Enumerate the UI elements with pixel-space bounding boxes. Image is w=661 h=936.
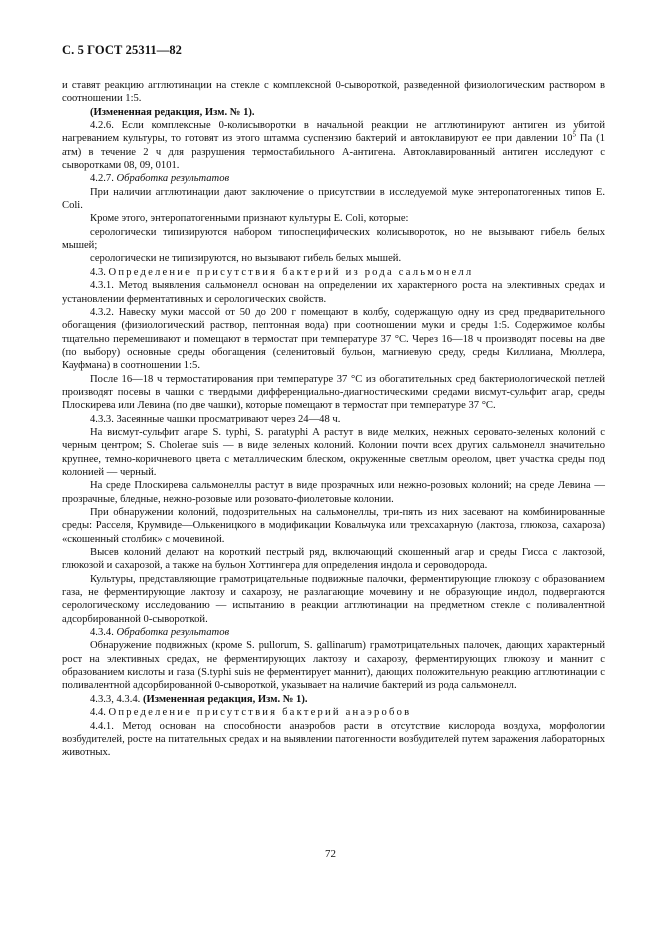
- paragraph: Обнаружение подвижных (кроме S. pullorum, S. gallinarum) грамотрицательных палочек, дающих характерный рост на элективных средах, не ферментирующих лактозу и сахарозу, ферментирующих глюкозу и маннит с образованием кислоты и газа (S.typhi suis не ферментирует маннит), дающих положительную реакцию агглютинации с поливалентной адсорбированной 0-сывороткой, указывает на наличие бактерий из рода сальмонелл.: [62, 640, 605, 692]
- paragraph: Высев колоний делают на короткий пестрый ряд, включающий скошенный агар и среды Гисса с лактозой, глюкозой и сахарозой, а также на бульон Хоттингера для определения индола и сероводорода.: [62, 547, 605, 572]
- section-number: 4.3.4.: [90, 627, 117, 639]
- section-number: 4.3.: [90, 266, 109, 278]
- paragraph-4-3-1: 4.3.1. Метод выявления сальмонелл основан на определении их характерного роста на элективных средах и установлении ферментативных и серологических свойств.: [62, 280, 605, 305]
- paragraph: и ставят реакцию агглютинации на стекле с комплексной 0-сывороткой, разведенной физиологическим раствором в соотношении 1:5.: [62, 80, 605, 105]
- section-number: 4.4.: [90, 707, 109, 719]
- paragraph-4-3-2: 4.3.2. Навеску муки массой от 50 до 200 г помещают в колбу, содержащую одну из сред предварительного обогащения (физиологический раствор, пептонная вода) при соотношении муки и среды 1:5. Содержимое колбы тщательно перемешивают и помещают в термостат при температуре 37 °С. Через 16—18 ч производят посевы на две (по выбору) основные среды обогащения (селенитовый бульон, магниевую среду, среды Киллиана, Мюллера, Кауфмана) в соотношении 1:5.: [62, 306, 605, 372]
- paragraph: На среде Плоскирева сальмонеллы растут в виде прозрачных или нежно-розовых колоний; на среде Левина — прозрачные, бледные, нежно-розовые или розовато-фиолетовые колонии.: [62, 480, 605, 505]
- paragraph: Кроме этого, энтеропатогенными признают культуры E. Coli, которые:: [90, 213, 409, 225]
- paragraph: При наличии агглютинации дают заключение о присутствии в исследуемой муке энтеропатогенных типов E. Coli.: [62, 186, 605, 212]
- paragraph: серологически типизируются набором типоспецифических колисывороток, но не вызывают гибель белых мышей;: [62, 226, 605, 252]
- paragraph: При обнаружении колоний, подозрительных на сальмонеллы, три-пять из них засевают на комбинированные среды: Расселя, Крумвиде—Олькеницкого в модификации Ковальчука или трехсахарную (лактоза, глюкоза, сахароза) «скошенный столбик» с мочевиной.: [62, 507, 605, 545]
- amendment-note: (Измененная редакция, Изм. № 1).: [90, 106, 255, 118]
- amendment-note: [62, 693, 605, 706]
- section-number: 4.2.7.: [90, 173, 117, 185]
- page-header: С. 5 ГОСТ 25311—82: [62, 43, 183, 57]
- paragraph-4-2-6: [62, 119, 605, 172]
- paragraph-text: 4.2.6. Если комплексные 0-колисыворотки в начальной реакции не агглютинируют антиген из убитой нагреванием культуры, то готовят из этого штамма суспензию бактерий и автоклавируют ее при давлении 10: [62, 120, 605, 145]
- section-4-3-heading: [62, 266, 605, 279]
- exponent: 5: [572, 130, 576, 139]
- document-body: [62, 79, 605, 760]
- page-number: 72: [325, 848, 336, 860]
- subsection-4-3-4: [62, 626, 605, 639]
- amendment-text: (Измененная редакция, Изм. № 1).: [142, 693, 308, 705]
- section-title: Обработка результатов: [116, 173, 230, 185]
- section-4-4-heading: [62, 706, 605, 719]
- subsection-4-2-7: [62, 172, 605, 185]
- section-title: Определение присутствия бактерий анаэробов: [108, 707, 412, 719]
- paragraph: После 16—18 ч термостатирования при температуре 37 °С из обогатительных сред бактериологической петлей производят посевы в чашки с твердыми дифференциально-диагностическими средами висмут-сульфит агар, среды Плоскирева или Левина (по две чашки), которые помещают в термостат при температуре 37 °С.: [62, 373, 605, 412]
- paragraph-4-3-3: 4.3.3. Засеянные чашки просматривают через 24—48 ч.: [90, 413, 341, 425]
- section-title: Обработка результатов: [116, 627, 230, 639]
- paragraph: Культуры, представляющие грамотрицательные подвижные палочки, ферментирующие глюкозу с образованием газа, не ферментирующие лактозу и сахарозу, не разлагающие мочевину и не образующие индол, подвергаются серологическому исследованию — испытанию в реакции агглютинации на предметном стекле с поливалентной адсорбированной 0-сывороткой.: [62, 573, 605, 625]
- paragraph-4-4-1: 4.4.1. Метод основан на способности анаэробов расти в отсутствие кислорода воздуха, морфологии возбудителей, росте на питательных средах и на выявлении патогенности возбудителей путем заражения лабораторных животных.: [62, 720, 605, 759]
- section-number: 4.3.3, 4.3.4.: [90, 693, 143, 705]
- paragraph: На висмут-сульфит агаре S. typhi, S. paratyphi A растут в виде мелких, нежных серовато-зеленых колоний с черным центром; S. Cholerae suis — в виде зеленых колоний. Колонии почти всех других сальмонелл значительно крупнее, темно-коричневого цвета с металлическим блеском, окруженные светлым ореолом, цвет участка среды под колонией — черный.: [62, 426, 605, 478]
- paragraph: серологически не типизируются, но вызывают гибель белых мышей.: [90, 253, 402, 265]
- section-title: Определение присутствия бактерий из рода сальмонелл: [108, 266, 474, 278]
- paragraph-text: Па (1 атм) в течение 2 ч для разрушения термостабильного А-антигена. Автоклавированный антиген исследуют с сыворотками 08, 09, 0101.: [62, 133, 605, 172]
